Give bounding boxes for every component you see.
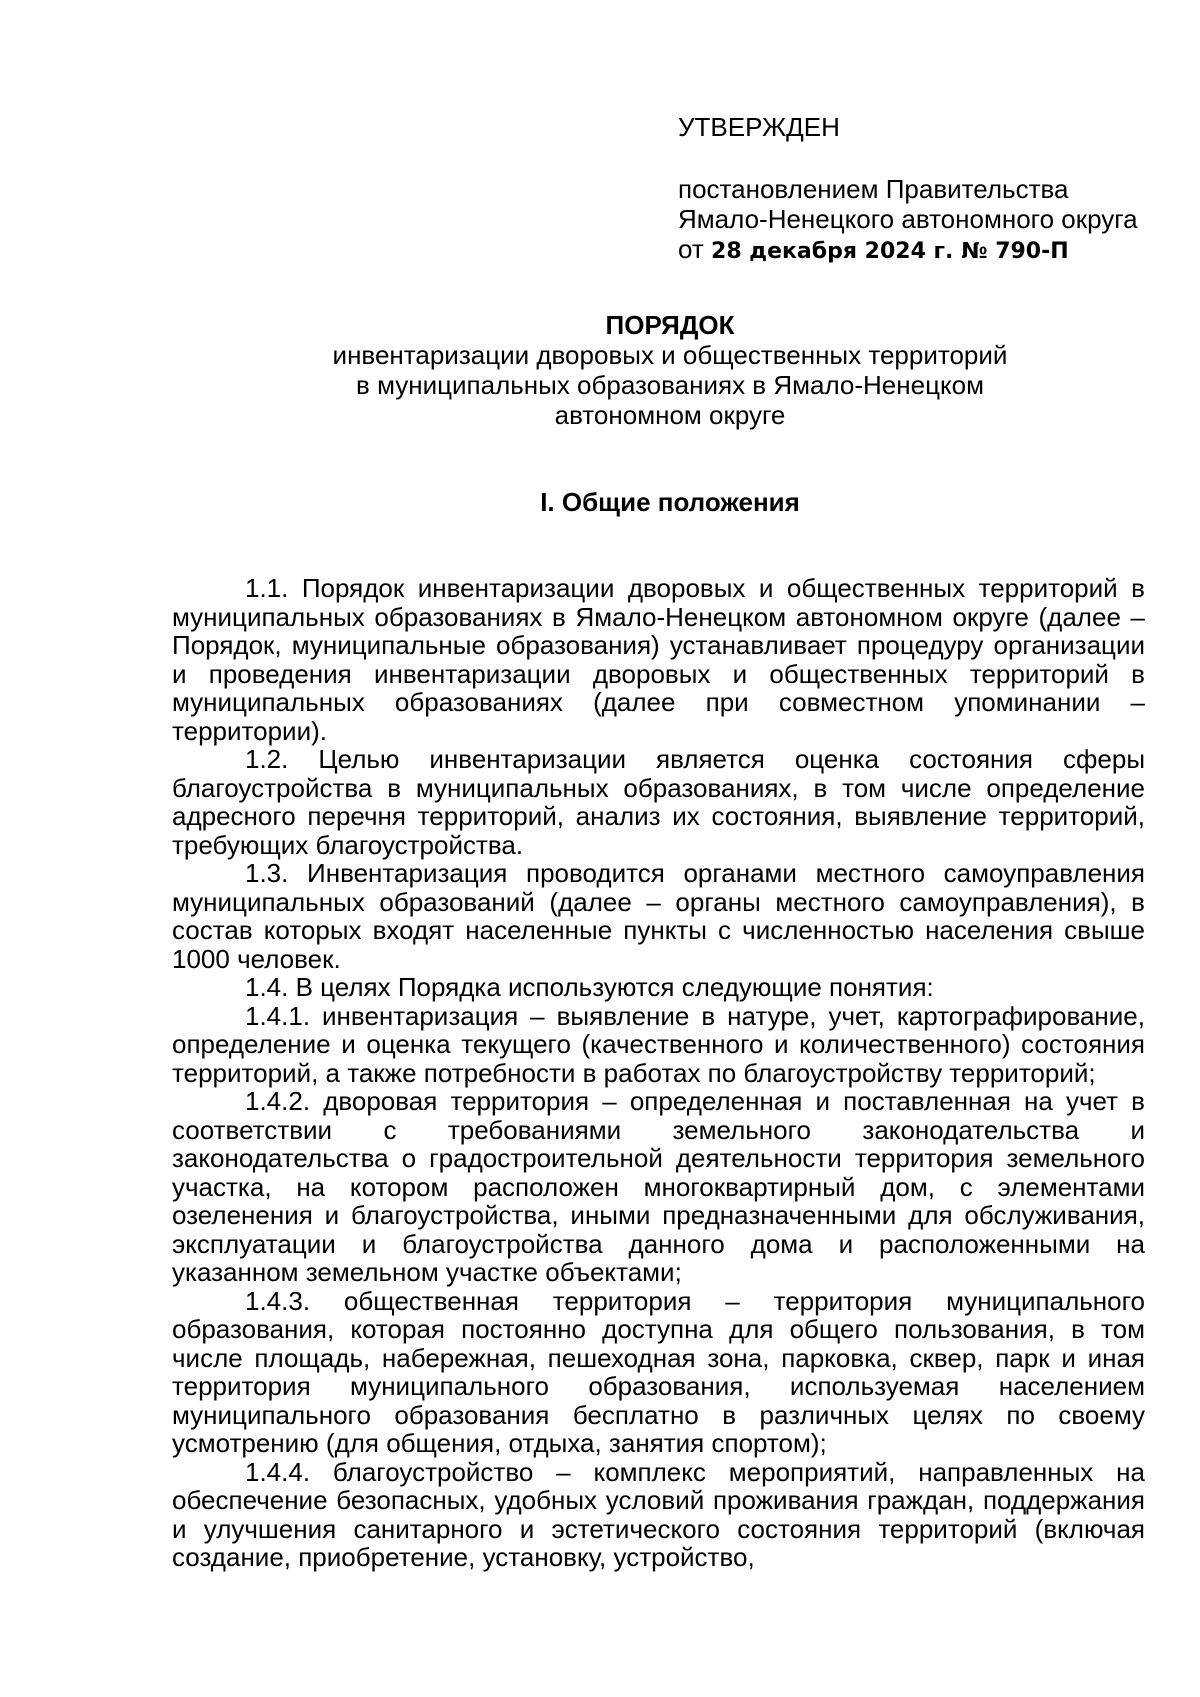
paragraph-1-1: 1.1. Порядок инвентаризации дворовых и общественных территорий в муниципальных образованиях в Ямало-Ненецком автономном округе (далее – Порядок, муниципальные образования) устанавливает процедуру организации и проведения инвентаризации дворовых и общественных территорий в муниципальных образованиях (далее при совместном упоминании – территории). (172, 573, 1145, 746)
document-subtitle-line-1: инвентаризации дворовых и общественных территорий (332, 340, 1008, 370)
section-heading: I. Общие положения (540, 487, 800, 517)
paragraph-1-4-3: 1.4.3. общественная территория – территория муниципального образования, которая постоянно доступна для общего пользования, в том числе площадь, набережная, пешеходная зона, парковка, сквер, парк и иная территория муниципального образования, используемая населением муниципального образования бесплатно в различных целях по своему усмотрению (для общения, отдыха, занятия спортом); (172, 1285, 1145, 1458)
document-title-block (170, 310, 1170, 430)
approval-government-line: Ямало-Ненецкого автономного округа (678, 204, 1138, 234)
approval-date-line (678, 234, 1158, 267)
paragraph-1-4-4: 1.4.4. благоустройство – комплекс мероприятий, направленных на обеспечение безопасных, удобных условий проживания граждан, поддержания и улучшения санитарного и эстетического состояния территорий (включая создание, приобретение, установку, устройство, (172, 1456, 1145, 1572)
paragraph-1-4-1: 1.4.1. инвентаризация – выявление в натуре, учет, картографирование, определение и оценка текущего (качественного и количественного) состояния территорий, а также потребности в работах по благоустройству территорий; (172, 1000, 1145, 1088)
approval-date-prefix: от (678, 234, 712, 264)
document-subtitle-line-3: автономном округе (554, 400, 786, 430)
document-body (172, 574, 1145, 1572)
approval-block (678, 112, 1158, 267)
paragraph-1-2: 1.2. Целью инвентаризации является оценка состояния сферы благоустройства в муниципальных образованиях, в том числе определение адресного перечня территорий, анализ их состояния, выявление территорий, требующих благоустройства. (172, 744, 1145, 860)
paragraph-1-3: 1.3. Инвентаризация проводится органами местного самоуправления муниципальных образований (далее – органы местного самоуправления), в состав которых входят населенные пункты с численностью населения свыше 1000 человек. (172, 858, 1145, 974)
document-subtitle-line-2: в муниципальных образованиях в Ямало-Ненецком (356, 370, 984, 400)
approval-stamp: УТВЕРЖДЕН (678, 112, 840, 142)
approval-decree-line: постановлением Правительства (678, 174, 1069, 204)
approval-date-number: 28 декабря 2024 г. № 790-П (711, 239, 1069, 264)
paragraph-1-4-2: 1.4.2. дворовая территория – определенная и поставленная на учет в соответствии с требованиями земельного законодательства и законодательства о градостроительной деятельности территория земельного участка, на котором расположен многоквартирный дом, с элементами озеленения и благоустройства, иными предназначенными для обслуживания, эксплуатации и благоустройства данного дома и расположенными на указанном земельном участке объектами; (172, 1086, 1145, 1287)
document-title: ПОРЯДОК (605, 310, 735, 340)
paragraph-1-4: 1.4. В целях Порядка используются следующие понятия: (245, 972, 934, 1002)
